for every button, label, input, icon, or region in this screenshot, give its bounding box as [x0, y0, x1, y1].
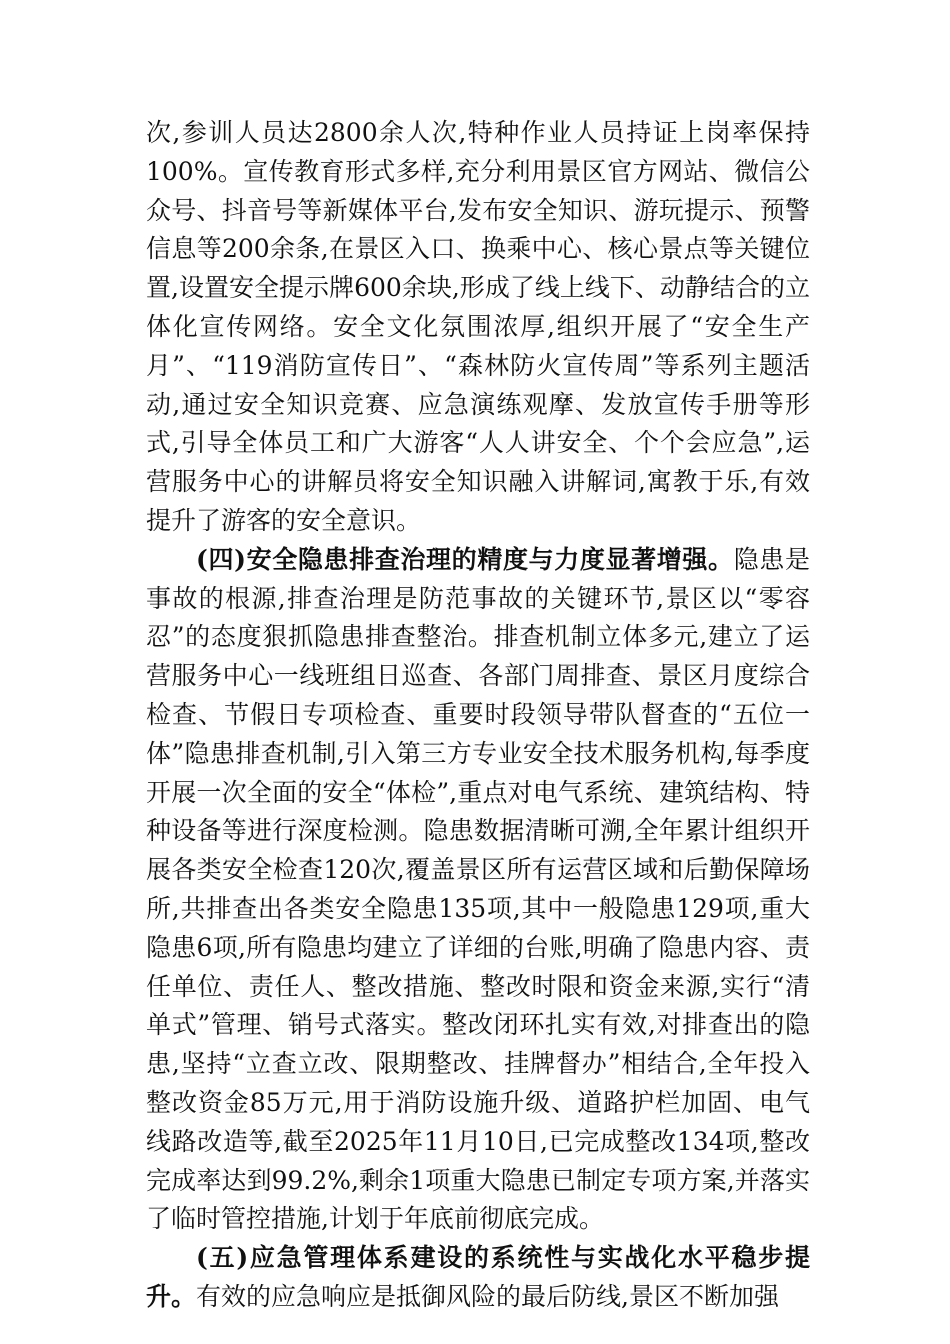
- paragraph-emergency-management: [146, 1239, 810, 1317]
- paragraph-hazard-inspection: [146, 541, 810, 1239]
- document-body: [146, 114, 810, 1317]
- paragraph-heading: (四)安全隐患排查治理的精度与力度显著增强。: [196, 544, 734, 574]
- paragraph-text: 有效的应急响应是抵御风险的最后防线,景区不断加强: [196, 1281, 779, 1311]
- paragraph-training-publicity: [146, 114, 810, 541]
- paragraph-text: 次,参训人员达2800余人次,特种作业人员持证上岗率保持100%。宣传教育形式多样,充分利用景区官方网站、微信公众号、抖音号等新媒体平台,发布安全知识、游玩提示、预警信息等200余条,在景区入口、换乘中心、核心景点等关键位置,设置安全提示牌600余块,形成了线上线下、动静结合的立体化宣传网络。安全文化氛围浓厚,组织开展了“安全生产月”、“119消防宣传日”、“森林防火宣传周”等系列主题活动,通过安全知识竞赛、应急演练观摩、发放宣传手册等形式,引导全体员工和广大游客“人人讲安全、个个会应急”,运营服务中心的讲解员将安全知识融入讲解词,寓教于乐,有效提升了游客的安全意识。: [146, 118, 810, 535]
- paragraph-text: 隐患是事故的根源,排查治理是防范事故的关键环节,景区以“零容忍”的态度狠抓隐患排查整治。排查机制立体多元,建立了运营服务中心一线班组日巡查、各部门周排查、景区月度综合检查、节假日专项检查、重要时段领导带队督查的“五位一体”隐患排查机制,引入第三方专业安全技术服务机构,每季度开展一次全面的安全“体检”,重点对电气系统、建筑结构、特种设备等进行深度检测。隐患数据清晰可溯,全年累计组织开展各类安全检查120次,覆盖景区所有运营区域和后勤保障场所,共排查出各类安全隐患135项,其中一般隐患129项,重大隐患6项,所有隐患均建立了详细的台账,明确了隐患内容、责任单位、责任人、整改措施、整改时限和资金来源,实行“清单式”管理、销号式落实。整改闭环扎实有效,对排查出的隐患,坚持“立查立改、限期整改、挂牌督办”相结合,全年投入整改资金85万元,用于消防设施升级、道路护栏加固、电气线路改造等,截至2025年11月10日,已完成整改134项,整改完成率达到99.2%,剩余1项重大隐患已制定专项方案,并落实了临时管控措施,计划于年底前彻底完成。: [146, 544, 810, 1234]
- paragraph-heading: (五)应急管理体系建设的系统性与实战化水平稳步提升。: [146, 1243, 810, 1311]
